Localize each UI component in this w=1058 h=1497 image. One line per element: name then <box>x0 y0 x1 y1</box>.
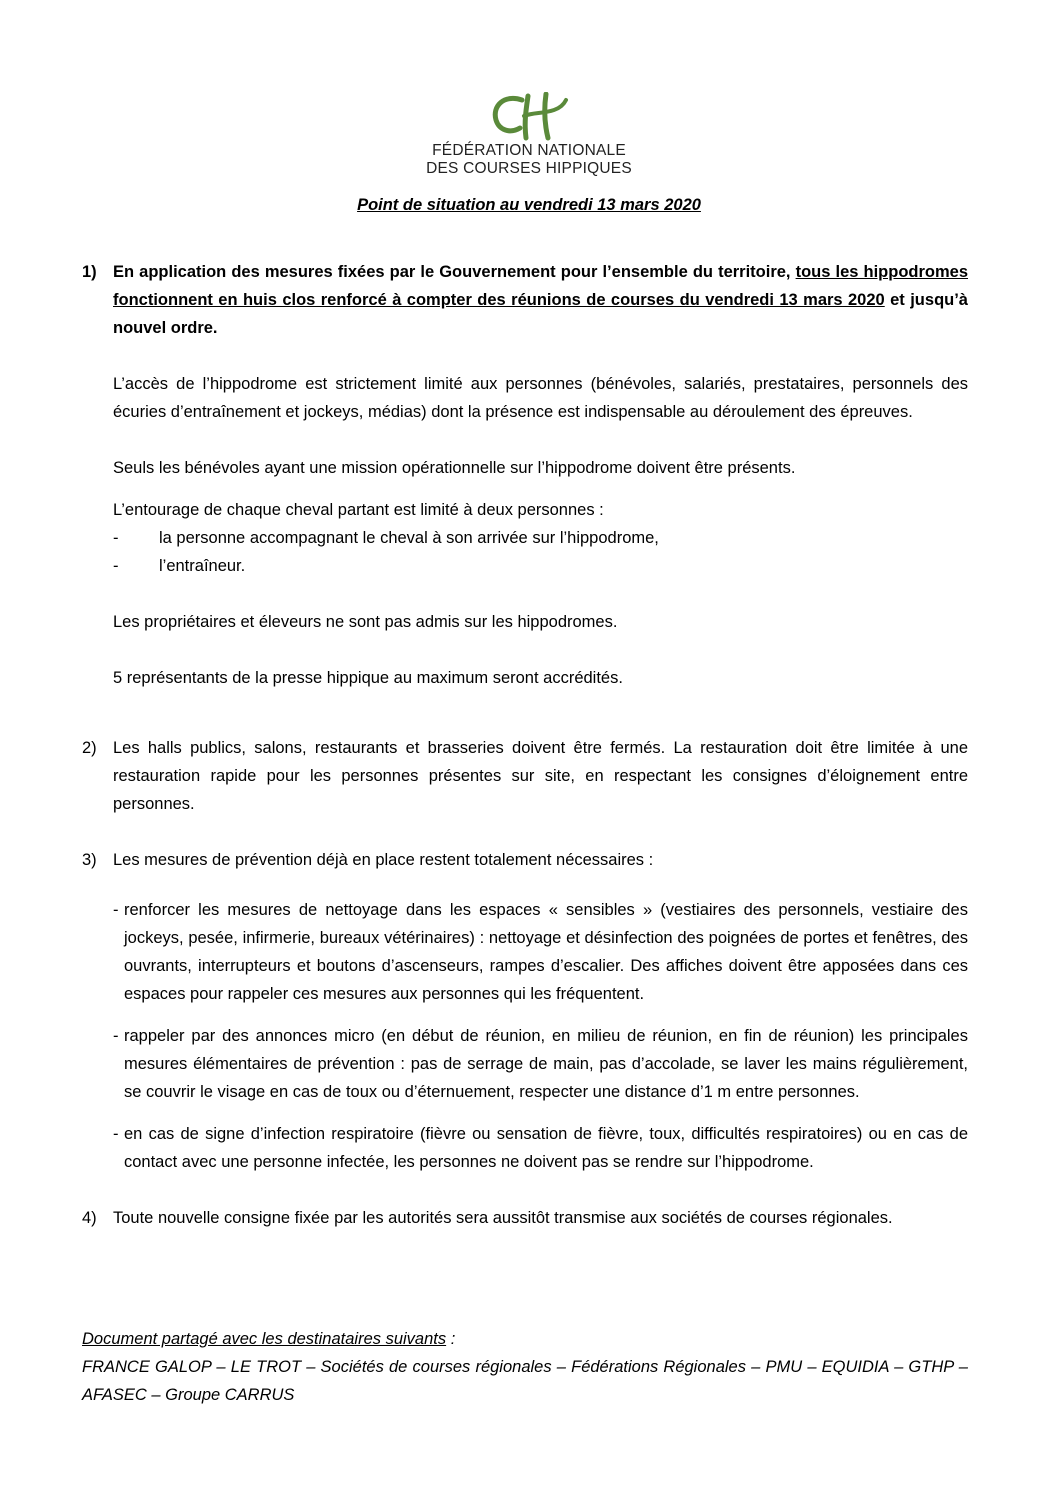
access-paragraph: L’accès de l’hippodrome est strictement limité aux personnes (bénévoles, salariés, prestataires, personnels des écuries d’entraînement et jockeys, médias) dont la présence est indispensable au déroulement des épreuves. <box>113 375 968 421</box>
section-number: 4) <box>82 1209 97 1227</box>
section-3-text: Les mesures de prévention déjà en place restent totalement nécessaires : <box>113 851 654 869</box>
volunteers-paragraph: Seuls les bénévoles ayant une mission opérationnelle sur l’hippodrome doivent être présents. <box>113 459 796 477</box>
recipients-list: FRANCE GALOP – LE TROT – Sociétés de courses régionales – Fédérations Régionales – PMU – EQUIDIA – GTHP – AFASEC – Groupe CARRUS <box>82 1358 968 1404</box>
lead-end: et jusqu’à nouvel ordre. <box>113 291 968 337</box>
document-body <box>82 258 968 1232</box>
fnch-logo-icon <box>484 92 574 142</box>
section-1-lead <box>113 258 968 342</box>
org-name-line2: DES COURSES HIPPIQUES <box>426 160 632 177</box>
org-name-line1: FÉDÉRATION NATIONALE <box>432 142 626 159</box>
document-title: Point de situation au vendredi 13 mars 2020 <box>357 196 701 214</box>
press-paragraph: 5 représentants de la presse hippique au maximum seront accrédités. <box>113 669 623 687</box>
list-item: - rappeler par des annonces micro (en début de réunion, en milieu de réunion, en fin de réunion) les principales mesures élémentaires de prévention : pas de serrage de main, pas d’accolade, se laver les mains régulièrement, se couvrir le visage en cas de toux ou d’éternuement, respecter une distance d’1 m entre personnes. <box>113 1027 968 1101</box>
section-2 <box>82 734 968 818</box>
distribution-footer <box>82 1325 982 1409</box>
section-4-text: Toute nouvelle consigne fixée par les autorités sera aussitôt transmise aux sociétés de courses régionales. <box>113 1209 893 1227</box>
section-4 <box>82 1204 968 1232</box>
lead-underlined: tous les hippodromes fonctionnent en huis clos renforcé à compter des réunions de courses du vendredi 13 mars 2020 <box>113 263 969 309</box>
distribution-heading: Document partagé avec les destinataires suivants : <box>82 1330 456 1348</box>
owners-paragraph: Les propriétaires et éleveurs ne sont pas admis sur les hippodromes. <box>113 613 618 631</box>
section-2-text: Les halls publics, salons, restaurants et brasseries doivent être fermés. La restauration doit être limitée à une restauration rapide pour les personnes présentes sur site, en respectant les consignes d’éloignement entre personnes. <box>113 739 968 813</box>
section-1 <box>82 258 968 692</box>
entourage-paragraph: L’entourage de chaque cheval partant est limité à deux personnes : <box>113 501 604 519</box>
list-item: - la personne accompagnant le cheval à son arrivée sur l’hippodrome, <box>113 529 659 547</box>
section-number: 2) <box>82 739 97 757</box>
section-number: 1) <box>82 263 97 281</box>
section-number: 3) <box>82 851 97 869</box>
lead-text: En application des mesures fixées par le Gouvernement pour l’ensemble du territoire, <box>113 263 796 281</box>
list-item: - renforcer les mesures de nettoyage dans les espaces « sensibles » (vestiaires des personnels, vestiaire des jockeys, pesée, infirmerie, bureaux vétérinaires) : nettoyage et désinfection des poignées de portes et fenêtres, des ouvrants, interrupteurs et boutons d’ascenseurs, rampes d’escalier. Des affiches doivent être apposées dans ces espaces pour rappeler ces mesures aux personnes qui les fréquentent. <box>113 901 968 1003</box>
section-3 <box>82 846 968 1176</box>
list-item: - l’entraîneur. <box>113 557 246 575</box>
list-item: - en cas de signe d’infection respiratoire (fièvre ou sensation de fièvre, toux, difficultés respiratoires) ou en cas de contact avec une personne infectée, les personnes ne doivent pas se rendre sur l’hippodrome. <box>113 1125 968 1171</box>
header-logo <box>0 92 1058 178</box>
